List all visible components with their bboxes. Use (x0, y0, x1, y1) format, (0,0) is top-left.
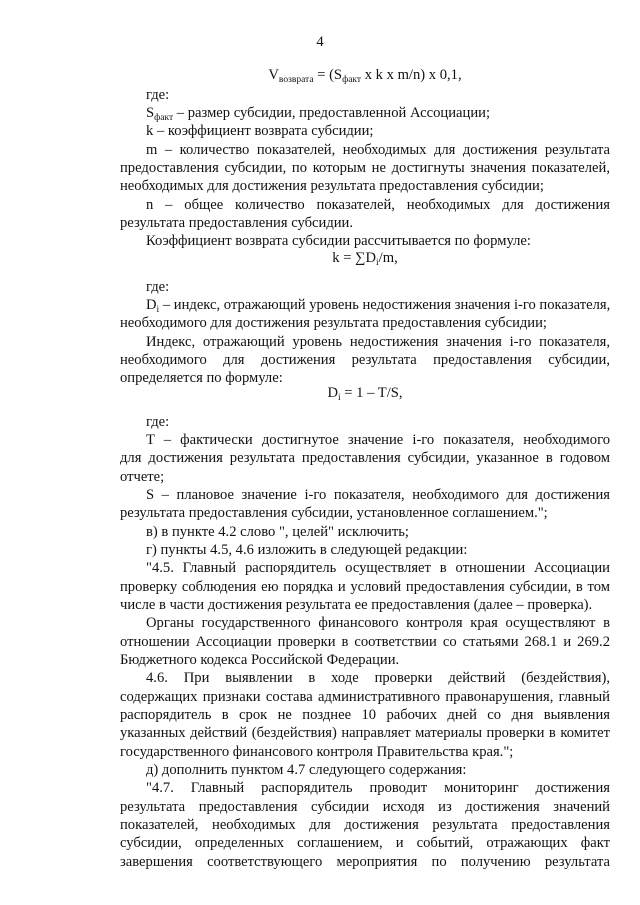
text-line: n – общее количество показателей, необходимых для достижения (146, 197, 610, 213)
text-line: результата предоставления субсидии исходя из достижения значений (120, 799, 610, 815)
text-line: государственного финансового контроля Правительства края."; (120, 744, 514, 760)
text-line: S – плановое значение i-го показателя, необходимого для достижения (146, 487, 610, 503)
text-line: "4.7. Главный распорядитель проводит мониторинг достижения (146, 780, 610, 796)
text-line-d-def: $D_i$ – индекс, отражающий уровень недостижения значения i-го показателя, (146, 297, 611, 315)
text-line: T – фактически достигнутое значение i-го показателя, необходимого (146, 432, 610, 448)
page-number: 4 (316, 34, 324, 50)
text-line: Индекс, отражающий уровень недостижения значения i-го показателя, (146, 334, 610, 350)
text-line: показателей, необходимых для достижения результата предоставления (120, 817, 610, 833)
text-line: субсидии, определенных соглашением, и событий, отражающих факт (120, 835, 610, 851)
text-line: распорядитель в срок не позднее 10 рабочих дней со дня выявления (120, 707, 610, 723)
text-line: где: (146, 87, 170, 103)
text-line: Бюджетного кодекса Российской Федерации. (120, 652, 400, 668)
text-line: отношении Ассоциации проверки в соответствии со статьями 268.1 и 269.2 (120, 634, 610, 650)
text-line: г) пункты 4.5, 4.6 изложить в следующей редакции: (146, 542, 468, 558)
text-line: числе в части достижения результата ее предоставления (далее – проверка). (120, 597, 593, 613)
text-line: m – количество показателей, необходимых для достижения результата (146, 142, 610, 158)
text-line: результата предоставления субсидии, установленное соглашением."; (120, 505, 548, 521)
text-line: необходимых для достижения результата предоставления субсидии; (120, 178, 544, 194)
text-line: отчете; (120, 469, 165, 485)
text-line: где: (146, 414, 170, 430)
text-line: завершения соответствующего мероприятия по получению результата (120, 854, 610, 870)
text-line: где: (146, 279, 170, 295)
text-line: определяется по формуле: (120, 370, 283, 386)
text-line: указанных действий (бездействия) направляет материалы проверки в комитет (120, 725, 610, 741)
text-line-s-fact: $S_{факт}$ – размер субсидии, предоставленной Ассоциации; (146, 105, 490, 123)
text-line: содержащих признаки состава административного правонарушения, главный (120, 689, 610, 705)
formula-refund-volume: $V_{возврата} = (S_{факт}$ x k x m/n) x 0,1, (268, 67, 462, 85)
text-line: предоставления субсидии, по которым не достигнуты значения показателей, (120, 160, 610, 176)
text-line: Коэффициент возврата субсидии рассчитывается по формуле: (146, 233, 531, 249)
text-line: k – коэффициент возврата субсидии; (146, 123, 374, 139)
formula-coefficient: $k = \sum D_i/m$, (332, 250, 398, 268)
text-line: проверку соблюдения ею порядка и условий предоставления субсидии, в том (120, 579, 610, 595)
text-line: для достижения результата предоставления субсидии, указанное в годовом (120, 450, 610, 466)
formula-index: $D_i = 1 - T/S$, (327, 385, 403, 403)
text-line: 4.6. При выявлении в ходе проверки действий (бездействия), (146, 670, 610, 686)
text-line: д) дополнить пунктом 4.7 следующего содержания: (146, 762, 467, 778)
text-line: необходимого для достижения результата предоставления субсидии; (120, 315, 547, 331)
text-line: "4.5. Главный распорядитель осуществляет в отношении Ассоциации (146, 560, 610, 576)
text-line: результата предоставления субсидии. (120, 215, 354, 231)
text-line: необходимого для достижения результата предоставления субсидии, (120, 352, 610, 368)
text-line: Органы государственного финансового контроля края осуществляют в (146, 615, 610, 631)
text-line: в) в пункте 4.2 слово ", целей" исключить; (146, 524, 409, 540)
